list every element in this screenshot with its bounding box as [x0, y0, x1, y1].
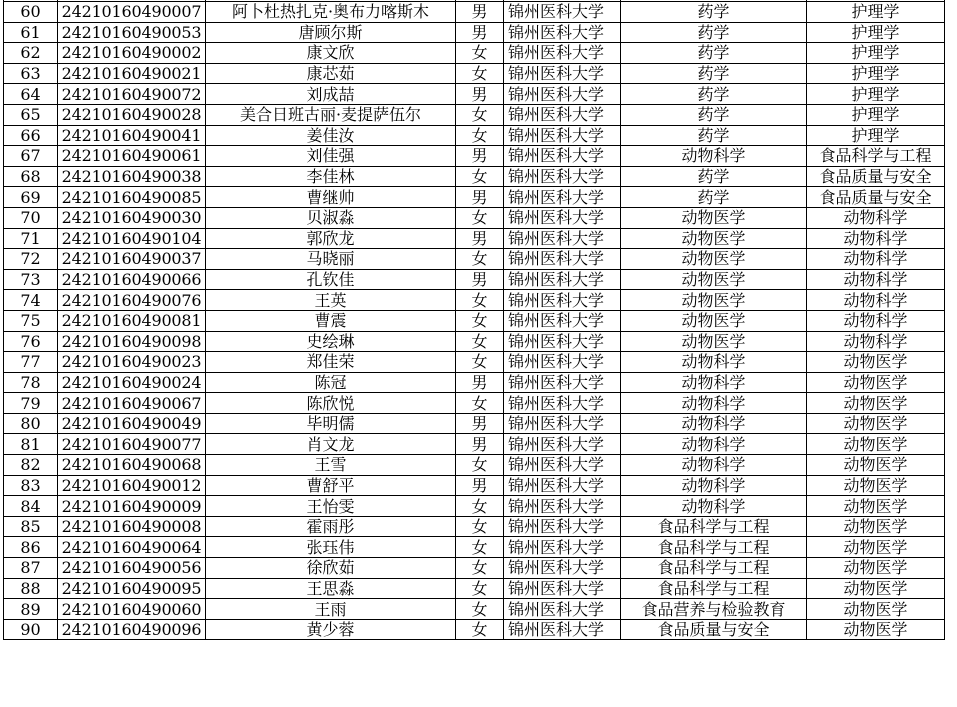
school-cell: 锦州医科大学 — [504, 599, 621, 620]
name-cell: 王英 — [206, 290, 456, 311]
original-major-cell: 药学 — [621, 187, 807, 208]
original-major-cell: 动物医学 — [621, 290, 807, 311]
student-id-cell: 24210160490064 — [58, 537, 206, 558]
school-cell: 锦州医科大学 — [504, 475, 621, 496]
table-row — [4, 372, 945, 393]
seq-cell: 76 — [4, 331, 58, 352]
target-major-cell: 食品质量与安全 — [807, 166, 945, 187]
seq-cell: 64 — [4, 84, 58, 105]
table-row — [4, 516, 945, 537]
original-major-cell: 动物医学 — [621, 269, 807, 290]
sex-cell: 女 — [456, 166, 504, 187]
table-row — [4, 43, 945, 64]
table-row — [4, 475, 945, 496]
name-cell: 史绘琳 — [206, 331, 456, 352]
student-id-cell: 24210160490067 — [58, 393, 206, 414]
seq-cell: 63 — [4, 63, 58, 84]
original-major-cell: 动物科学 — [621, 393, 807, 414]
school-cell: 锦州医科大学 — [504, 413, 621, 434]
table-row — [4, 352, 945, 373]
original-major-cell: 动物科学 — [621, 146, 807, 167]
target-major-cell: 护理学 — [807, 63, 945, 84]
seq-cell: 70 — [4, 207, 58, 228]
student-id-cell: 24210160490008 — [58, 516, 206, 537]
sex-cell: 女 — [456, 619, 504, 640]
student-id-cell: 24210160490049 — [58, 413, 206, 434]
target-major-cell: 护理学 — [807, 2, 945, 23]
target-major-cell: 动物科学 — [807, 290, 945, 311]
name-cell: 张珏伟 — [206, 537, 456, 558]
target-major-cell: 食品科学与工程 — [807, 146, 945, 167]
original-major-cell: 动物科学 — [621, 352, 807, 373]
school-cell: 锦州医科大学 — [504, 2, 621, 23]
student-id-cell: 24210160490021 — [58, 63, 206, 84]
school-cell: 锦州医科大学 — [504, 619, 621, 640]
sex-cell: 女 — [456, 352, 504, 373]
target-major-cell: 护理学 — [807, 84, 945, 105]
sex-cell: 男 — [456, 22, 504, 43]
school-cell: 锦州医科大学 — [504, 104, 621, 125]
name-cell: 王雪 — [206, 455, 456, 476]
seq-cell: 84 — [4, 496, 58, 517]
seq-cell: 69 — [4, 187, 58, 208]
original-major-cell: 药学 — [621, 104, 807, 125]
target-major-cell: 动物科学 — [807, 331, 945, 352]
sex-cell: 女 — [456, 104, 504, 125]
seq-cell: 77 — [4, 352, 58, 373]
sex-cell: 男 — [456, 2, 504, 23]
student-id-cell: 24210160490081 — [58, 310, 206, 331]
name-cell: 黄少蓉 — [206, 619, 456, 640]
table-row — [4, 104, 945, 125]
sex-cell: 女 — [456, 331, 504, 352]
student-id-cell: 24210160490056 — [58, 558, 206, 579]
sex-cell: 男 — [456, 475, 504, 496]
original-major-cell: 食品营养与检验教育 — [621, 599, 807, 620]
student-id-cell: 24210160490002 — [58, 43, 206, 64]
table-row — [4, 207, 945, 228]
name-cell: 唐顾尔斯 — [206, 22, 456, 43]
sex-cell: 男 — [456, 146, 504, 167]
student-id-cell: 24210160490053 — [58, 22, 206, 43]
school-cell: 锦州医科大学 — [504, 249, 621, 270]
name-cell: 阿卜杜热扎克·奥布力喀斯木 — [206, 2, 456, 23]
school-cell: 锦州医科大学 — [504, 434, 621, 455]
table-row — [4, 331, 945, 352]
table-row — [4, 578, 945, 599]
target-major-cell: 动物科学 — [807, 228, 945, 249]
target-major-cell: 动物医学 — [807, 599, 945, 620]
student-id-cell: 24210160490077 — [58, 434, 206, 455]
student-id-cell: 24210160490023 — [58, 352, 206, 373]
original-major-cell: 药学 — [621, 166, 807, 187]
target-major-cell: 护理学 — [807, 22, 945, 43]
target-major-cell: 动物医学 — [807, 413, 945, 434]
sex-cell: 女 — [456, 537, 504, 558]
original-major-cell: 食品科学与工程 — [621, 537, 807, 558]
student-id-cell: 24210160490066 — [58, 269, 206, 290]
target-major-cell: 护理学 — [807, 43, 945, 64]
seq-cell: 61 — [4, 22, 58, 43]
school-cell: 锦州医科大学 — [504, 207, 621, 228]
sex-cell: 男 — [456, 413, 504, 434]
seq-cell: 68 — [4, 166, 58, 187]
table-row — [4, 228, 945, 249]
target-major-cell: 护理学 — [807, 125, 945, 146]
target-major-cell: 动物科学 — [807, 207, 945, 228]
sex-cell: 女 — [456, 558, 504, 579]
school-cell: 锦州医科大学 — [504, 187, 621, 208]
student-id-cell: 24210160490030 — [58, 207, 206, 228]
name-cell: 刘成喆 — [206, 84, 456, 105]
name-cell: 姜佳汝 — [206, 125, 456, 146]
student-transfer-table — [3, 0, 945, 640]
target-major-cell: 动物医学 — [807, 475, 945, 496]
table-row — [4, 537, 945, 558]
seq-cell: 75 — [4, 310, 58, 331]
original-major-cell: 药学 — [621, 125, 807, 146]
table-row — [4, 310, 945, 331]
sex-cell: 男 — [456, 434, 504, 455]
student-id-cell: 24210160490095 — [58, 578, 206, 599]
target-major-cell: 动物医学 — [807, 352, 945, 373]
target-major-cell: 食品质量与安全 — [807, 187, 945, 208]
sex-cell: 女 — [456, 578, 504, 599]
seq-cell: 66 — [4, 125, 58, 146]
table-body — [4, 0, 945, 640]
original-major-cell: 药学 — [621, 22, 807, 43]
name-cell: 康文欣 — [206, 43, 456, 64]
name-cell: 刘佳强 — [206, 146, 456, 167]
original-major-cell: 动物医学 — [621, 207, 807, 228]
student-id-cell: 24210160490068 — [58, 455, 206, 476]
target-major-cell: 动物科学 — [807, 269, 945, 290]
name-cell: 王思淼 — [206, 578, 456, 599]
table-row — [4, 249, 945, 270]
target-major-cell: 动物医学 — [807, 558, 945, 579]
table-row — [4, 434, 945, 455]
seq-cell: 62 — [4, 43, 58, 64]
student-id-cell: 24210160490096 — [58, 619, 206, 640]
seq-cell: 67 — [4, 146, 58, 167]
name-cell: 毕明儒 — [206, 413, 456, 434]
name-cell: 肖文龙 — [206, 434, 456, 455]
student-id-cell: 24210160490104 — [58, 228, 206, 249]
student-id-cell: 24210160490098 — [58, 331, 206, 352]
student-id-cell: 24210160490024 — [58, 372, 206, 393]
school-cell: 锦州医科大学 — [504, 537, 621, 558]
target-major-cell: 护理学 — [807, 104, 945, 125]
student-id-cell: 24210160490072 — [58, 84, 206, 105]
original-major-cell: 动物科学 — [621, 413, 807, 434]
school-cell: 锦州医科大学 — [504, 352, 621, 373]
target-major-cell: 动物医学 — [807, 455, 945, 476]
target-major-cell: 动物医学 — [807, 619, 945, 640]
school-cell: 锦州医科大学 — [504, 455, 621, 476]
name-cell: 郑佳荣 — [206, 352, 456, 373]
student-id-cell: 24210160490076 — [58, 290, 206, 311]
original-major-cell: 药学 — [621, 84, 807, 105]
table-row — [4, 22, 945, 43]
original-major-cell: 药学 — [621, 43, 807, 64]
name-cell: 曹震 — [206, 310, 456, 331]
school-cell: 锦州医科大学 — [504, 125, 621, 146]
sex-cell: 男 — [456, 84, 504, 105]
name-cell: 贝淑淼 — [206, 207, 456, 228]
target-major-cell: 动物医学 — [807, 393, 945, 414]
table-row — [4, 599, 945, 620]
table-row — [4, 125, 945, 146]
target-major-cell: 动物医学 — [807, 496, 945, 517]
original-major-cell: 食品质量与安全 — [621, 619, 807, 640]
name-cell: 美合日班古丽·麦提萨伍尔 — [206, 104, 456, 125]
school-cell: 锦州医科大学 — [504, 558, 621, 579]
original-major-cell: 动物医学 — [621, 228, 807, 249]
student-id-cell: 24210160490060 — [58, 599, 206, 620]
school-cell: 锦州医科大学 — [504, 146, 621, 167]
student-id-cell: 24210160490007 — [58, 2, 206, 23]
table-row — [4, 84, 945, 105]
name-cell: 曹舒平 — [206, 475, 456, 496]
table-row — [4, 393, 945, 414]
original-major-cell: 动物科学 — [621, 434, 807, 455]
seq-cell: 88 — [4, 578, 58, 599]
school-cell: 锦州医科大学 — [504, 84, 621, 105]
table-row — [4, 558, 945, 579]
sex-cell: 女 — [456, 393, 504, 414]
original-major-cell: 动物科学 — [621, 372, 807, 393]
name-cell: 王雨 — [206, 599, 456, 620]
sex-cell: 女 — [456, 290, 504, 311]
student-id-cell: 24210160490009 — [58, 496, 206, 517]
original-major-cell: 动物科学 — [621, 475, 807, 496]
seq-cell: 73 — [4, 269, 58, 290]
sex-cell: 男 — [456, 372, 504, 393]
table-row — [4, 269, 945, 290]
seq-cell: 80 — [4, 413, 58, 434]
sex-cell: 女 — [456, 207, 504, 228]
original-major-cell: 食品科学与工程 — [621, 516, 807, 537]
target-major-cell: 动物医学 — [807, 372, 945, 393]
school-cell: 锦州医科大学 — [504, 516, 621, 537]
name-cell: 霍雨彤 — [206, 516, 456, 537]
table-row — [4, 166, 945, 187]
sex-cell: 男 — [456, 269, 504, 290]
original-major-cell: 动物医学 — [621, 331, 807, 352]
school-cell: 锦州医科大学 — [504, 393, 621, 414]
student-id-cell: 24210160490061 — [58, 146, 206, 167]
target-major-cell: 动物医学 — [807, 516, 945, 537]
sex-cell: 女 — [456, 599, 504, 620]
original-major-cell: 药学 — [621, 2, 807, 23]
table-row — [4, 146, 945, 167]
seq-cell: 83 — [4, 475, 58, 496]
target-major-cell: 动物科学 — [807, 310, 945, 331]
student-id-cell: 24210160490012 — [58, 475, 206, 496]
table-row — [4, 187, 945, 208]
name-cell: 郭欣龙 — [206, 228, 456, 249]
sex-cell: 女 — [456, 310, 504, 331]
school-cell: 锦州医科大学 — [504, 22, 621, 43]
target-major-cell: 动物医学 — [807, 537, 945, 558]
table-row — [4, 63, 945, 84]
school-cell: 锦州医科大学 — [504, 228, 621, 249]
target-major-cell: 动物医学 — [807, 578, 945, 599]
table-row — [4, 413, 945, 434]
name-cell: 李佳林 — [206, 166, 456, 187]
sex-cell: 男 — [456, 187, 504, 208]
student-id-cell: 24210160490037 — [58, 249, 206, 270]
seq-cell: 90 — [4, 619, 58, 640]
seq-cell: 82 — [4, 455, 58, 476]
table-row — [4, 455, 945, 476]
school-cell: 锦州医科大学 — [504, 372, 621, 393]
student-id-cell: 24210160490028 — [58, 104, 206, 125]
table-row — [4, 2, 945, 23]
sex-cell: 女 — [456, 516, 504, 537]
original-major-cell: 药学 — [621, 63, 807, 84]
seq-cell: 81 — [4, 434, 58, 455]
seq-cell: 85 — [4, 516, 58, 537]
sex-cell: 女 — [456, 125, 504, 146]
school-cell: 锦州医科大学 — [504, 578, 621, 599]
table-row — [4, 290, 945, 311]
school-cell: 锦州医科大学 — [504, 166, 621, 187]
seq-cell: 86 — [4, 537, 58, 558]
original-major-cell: 动物医学 — [621, 249, 807, 270]
table-row — [4, 496, 945, 517]
original-major-cell: 动物医学 — [621, 310, 807, 331]
name-cell: 陈欣悦 — [206, 393, 456, 414]
name-cell: 徐欣茹 — [206, 558, 456, 579]
original-major-cell: 食品科学与工程 — [621, 558, 807, 579]
name-cell: 陈冠 — [206, 372, 456, 393]
school-cell: 锦州医科大学 — [504, 496, 621, 517]
original-major-cell: 食品科学与工程 — [621, 578, 807, 599]
name-cell: 王怡雯 — [206, 496, 456, 517]
seq-cell: 79 — [4, 393, 58, 414]
table-row — [4, 619, 945, 640]
school-cell: 锦州医科大学 — [504, 43, 621, 64]
sex-cell: 女 — [456, 43, 504, 64]
seq-cell: 87 — [4, 558, 58, 579]
name-cell: 马晓丽 — [206, 249, 456, 270]
sex-cell: 男 — [456, 228, 504, 249]
seq-cell: 65 — [4, 104, 58, 125]
school-cell: 锦州医科大学 — [504, 269, 621, 290]
target-major-cell: 动物科学 — [807, 249, 945, 270]
seq-cell: 72 — [4, 249, 58, 270]
sex-cell: 女 — [456, 63, 504, 84]
sex-cell: 女 — [456, 455, 504, 476]
seq-cell: 60 — [4, 2, 58, 23]
school-cell: 锦州医科大学 — [504, 331, 621, 352]
school-cell: 锦州医科大学 — [504, 63, 621, 84]
original-major-cell: 动物科学 — [621, 496, 807, 517]
seq-cell: 78 — [4, 372, 58, 393]
target-major-cell: 动物医学 — [807, 434, 945, 455]
name-cell: 曹继帅 — [206, 187, 456, 208]
seq-cell: 89 — [4, 599, 58, 620]
name-cell: 康芯茹 — [206, 63, 456, 84]
school-cell: 锦州医科大学 — [504, 290, 621, 311]
original-major-cell: 动物科学 — [621, 455, 807, 476]
seq-cell: 74 — [4, 290, 58, 311]
student-id-cell: 24210160490041 — [58, 125, 206, 146]
seq-cell: 71 — [4, 228, 58, 249]
name-cell: 孔钦佳 — [206, 269, 456, 290]
school-cell: 锦州医科大学 — [504, 310, 621, 331]
student-id-cell: 24210160490085 — [58, 187, 206, 208]
sex-cell: 女 — [456, 249, 504, 270]
student-id-cell: 24210160490038 — [58, 166, 206, 187]
sex-cell: 女 — [456, 496, 504, 517]
